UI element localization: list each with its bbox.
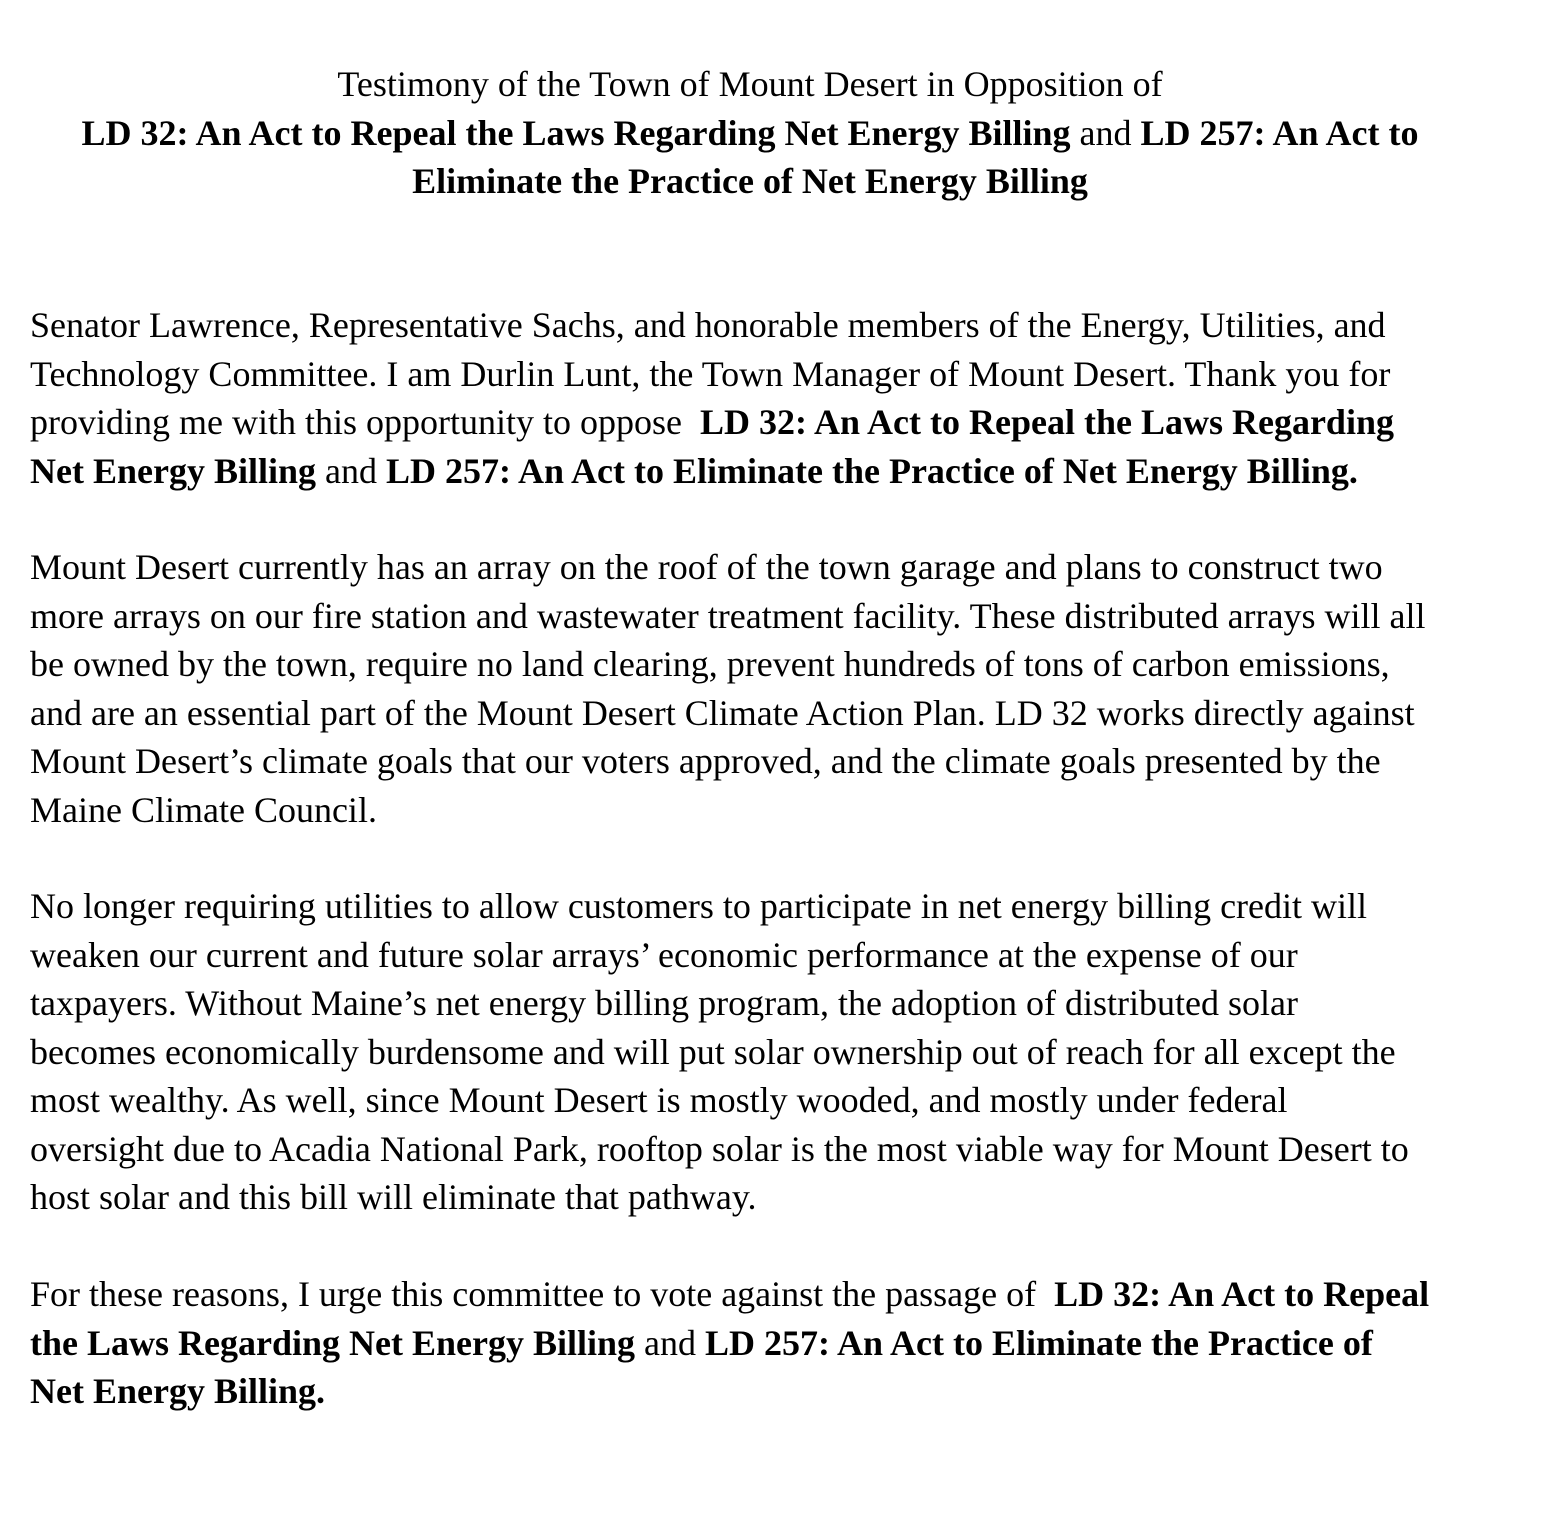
paragraph-line: oversight due to Acadia National Park, rooftop solar is the most viable way for Mount Desert to xyxy=(30,1128,1409,1169)
paragraph-conclusion xyxy=(30,1270,1505,1416)
paragraph-line xyxy=(30,1367,1505,1416)
paragraph-solar-arrays xyxy=(30,543,1505,834)
document-header xyxy=(40,60,1460,206)
paragraph-line: host solar and this bill will eliminate that pathway. xyxy=(30,1177,757,1217)
bill2-reference: LD 257: An Act to Eliminate the Practice of xyxy=(705,1322,1373,1363)
paragraph-line xyxy=(30,447,1505,496)
paragraph-line: Mount Desert’s climate goals that our voters approved, and the climate goals presented by the xyxy=(30,741,1381,781)
paragraph-line: Maine Climate Council. xyxy=(30,789,377,830)
bill1-reference: LD 32: An Act to Repeal xyxy=(1054,1274,1430,1314)
paragraph-line: becomes economically burdensome and will put solar ownership out of reach for all except the xyxy=(30,1031,1396,1072)
bill2-title: LD 257: An Act to Eliminate the Practice of Net Energy Billing xyxy=(412,112,1419,201)
paragraph-text: providing me with this opportunity to oppose xyxy=(30,402,700,442)
paragraph-line: be owned by the town, require no land clearing, prevent hundreds of tons of carbon emissions, xyxy=(30,644,1390,684)
paragraph-line: No longer requiring utilities to allow customers to participate in net energy billing credit will xyxy=(30,886,1368,926)
bill1-reference-cont: Net Energy Billing xyxy=(30,450,316,491)
bill1-reference-cont: the Laws Regarding Net Energy Billing xyxy=(30,1322,636,1363)
paragraph-introduction xyxy=(30,301,1505,495)
paragraph-line xyxy=(30,1270,1505,1319)
paragraph-text: and xyxy=(635,1322,705,1363)
bill2-reference: LD 257: An Act to Eliminate the Practice of Net Energy Billing. xyxy=(385,450,1358,491)
paragraph-text: and xyxy=(316,450,386,491)
paragraph-line: weaken our current and future solar arrays’ economic performance at the expense of our xyxy=(30,934,1298,975)
paragraph-line: Technology Committee. I am Durlin Lunt, the Town Manager of Mount Desert. Thank you for xyxy=(30,353,1391,394)
paragraph-line xyxy=(30,1319,1505,1368)
header-title-line: Testimony of the Town of Mount Desert in Opposition of xyxy=(337,64,1163,104)
bill1-reference: LD 32: An Act to Repeal the Laws Regarding xyxy=(699,402,1394,442)
header-conjunction: and xyxy=(1070,112,1141,153)
paragraph-line xyxy=(30,398,1505,447)
paragraph-line: most wealthy. As well, since Mount Desert is mostly wooded, and mostly under federal xyxy=(30,1080,1288,1120)
paragraph-line: taxpayers. Without Maine’s net energy billing program, the adoption of distributed solar xyxy=(30,983,1298,1023)
paragraph-line: and are an essential part of the Mount Desert Climate Action Plan. LD 32 works directly against xyxy=(30,692,1415,733)
paragraph-line: more arrays on our fire station and wastewater treatment facility. These distributed arrays will all xyxy=(30,595,1426,636)
bill1-title: LD 32: An Act to Repeal the Laws Regarding Net Energy Billing xyxy=(81,112,1071,153)
paragraph-economic-impact xyxy=(30,882,1505,1222)
paragraph-line: Senator Lawrence, Representative Sachs, and honorable members of the Energy, Utilities, and xyxy=(30,305,1386,345)
paragraph-text: For these reasons, I urge this committee to vote against the passage of xyxy=(30,1274,1055,1314)
header-bill-titles xyxy=(40,109,1460,206)
bill2-reference-cont: Net Energy Billing. xyxy=(30,1371,325,1411)
paragraph-line: Mount Desert currently has an array on the roof of the town garage and plans to construct two xyxy=(30,547,1383,587)
